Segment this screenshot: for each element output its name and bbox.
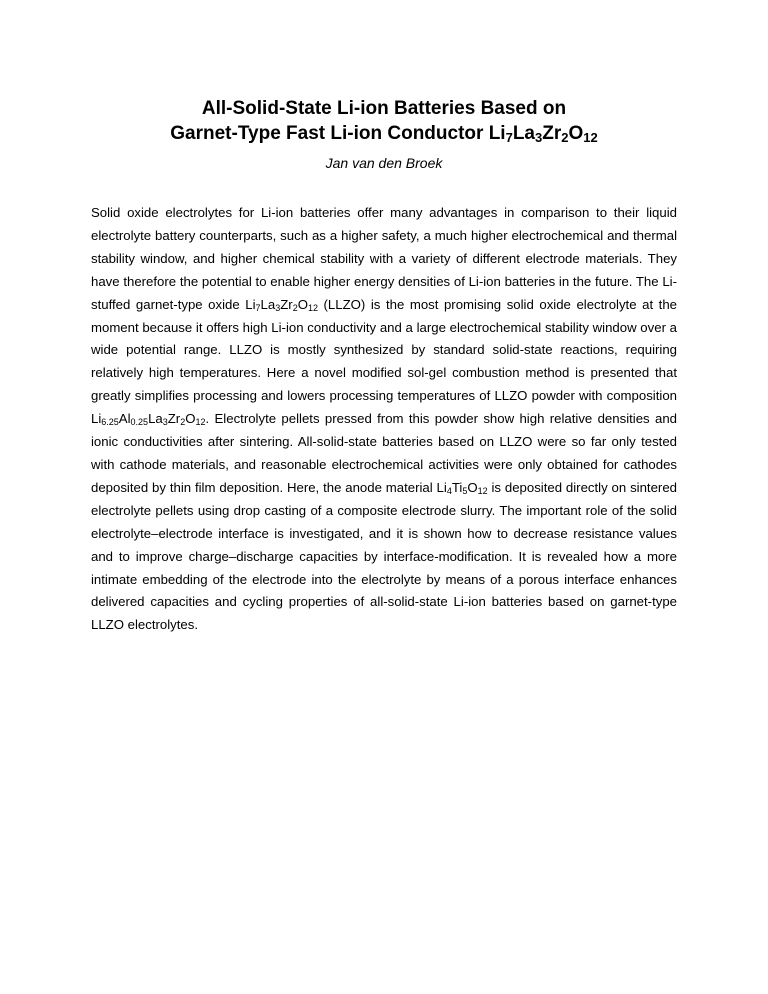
paper-title	[0, 96, 768, 146]
formula-element: La	[260, 296, 276, 312]
formula-subscript: 0.25	[130, 417, 149, 428]
formula-element: O	[297, 296, 308, 312]
abstract-text: . Electrolyte pellets pressed from this powder show high relative densities and ionic conductivities after sintering. All-solid-state batteries based on LLZO were so far only tested with cathode materials, and reasonable electrochemical activities were only obtained for cathodes deposited by thin film deposition. Here, the anode material Li	[91, 411, 677, 495]
formula-subscript: 3	[535, 130, 543, 145]
formula-element: Zr	[167, 411, 181, 427]
formula-subscript: 12	[477, 485, 488, 496]
formula-subscript: 3	[275, 302, 281, 313]
author-name: Jan van den Broek	[325, 155, 443, 171]
formula-element: O	[568, 123, 584, 144]
formula-subscript: 2	[561, 130, 569, 145]
formula-element: La	[148, 411, 163, 427]
formula-element: Zr	[542, 123, 562, 144]
title-line-1-text: All-Solid-State Li-ion Batteries Based on	[201, 98, 567, 119]
formula-subscript: 12	[307, 302, 318, 313]
formula-subscript: 2	[292, 302, 298, 313]
formula-subscript: 7	[255, 302, 261, 313]
formula-element: O	[467, 479, 478, 495]
abstract-paragraph	[91, 202, 677, 637]
abstract-text: Solid oxide electrolytes for Li-ion batteries offer many advantages in comparison to their liquid electrolyte battery counterparts, such as a higher safety, a much higher electrochemical and thermal stability window, and higher chemical stability with a variety of different electrode materials. They have therefore the potential to enable higher energy densities of Li-ion batteries in the future. The Li-stuffed garnet-type oxide Li	[91, 205, 677, 312]
formula-subscript: 3	[162, 417, 168, 428]
formula-element: Al	[118, 411, 131, 427]
formula-subscript: 4	[446, 485, 452, 496]
formula-subscript: 7	[505, 130, 513, 145]
formula-subscript: 5	[462, 485, 468, 496]
title-line-1	[0, 96, 768, 121]
formula-subscript: 2	[180, 417, 186, 428]
formula-element: Zr	[280, 296, 293, 312]
abstract-text: is deposited directly on sintered electrolyte pellets using drop casting of a composite electrode slurry. The important role of the solid electrolyte–electrode interface is investigated, and it is shown how to decrease resistance values and to improve charge–discharge capacities by interface-modification. It is revealed how a more intimate embedding of the electrode into the electrolyte by means of a porous interface enhances delivered capacities and cycling properties of all-solid-state Li-ion batteries based on garnet-type LLZO electrolytes.	[91, 479, 677, 633]
title-line-2	[0, 121, 768, 146]
formula-subscript: 12	[195, 417, 206, 428]
formula-element: O	[185, 411, 196, 427]
title-line-2-text: Garnet-Type Fast Li-ion Conductor Li	[170, 123, 506, 144]
formula-element: Ti	[451, 479, 463, 495]
formula-subscript: 6.25	[101, 417, 119, 428]
formula-element: La	[512, 123, 535, 144]
formula-subscript: 12	[583, 130, 598, 145]
abstract-text: (LLZO) is the most promising solid oxide electrolyte at the moment because it offers high Li-ion conductivity and a large electrochemical stability window over a wide potential range. LLZO is mostly synthesized by standard solid-state reactions, requiring relatively high temperatures. Here a novel modified sol-gel combustion method is presented that greatly simplifies processing and lowers processing temperatures of LLZO powder with composition Li	[91, 296, 678, 427]
